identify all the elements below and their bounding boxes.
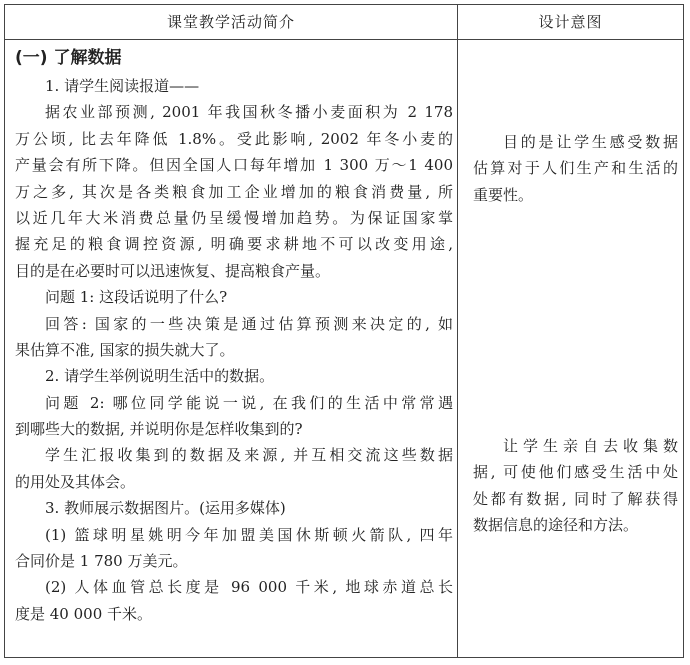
activity-line: 1. 请学生阅读报道—— (45, 77, 200, 95)
intent-block-1 (473, 129, 678, 208)
activity-line: (2) 人体血管总长度是 96 000 千米, 地球赤道总长 (45, 578, 453, 597)
activity-line: 度是 40 000 千米。 (15, 604, 153, 623)
activity-line: 握充足的粮食调控资源, 明确要求耕地不可以改变用途, (15, 235, 453, 254)
intent-block-2 (473, 433, 678, 539)
intent-line: 重要性。 (473, 185, 534, 204)
activity-line: 果估算不准, 国家的损失就大了。 (15, 340, 235, 359)
activity-line: 以近几年大米消费总量仍呈缓慢增加趋势。为保证国家掌 (15, 208, 453, 227)
table-header (5, 5, 683, 40)
intent-line: 估算对于人们生产和生活的 (473, 159, 678, 178)
header-intent: 设计意图 (538, 13, 603, 31)
activity-line: 问题 2: 哪位同学能说一说, 在我们的生活中常常遇 (45, 393, 453, 412)
activities-cell (15, 43, 453, 627)
activity-line: 到哪些大的数据, 并说明你是怎样收集到的? (15, 420, 303, 439)
activity-line: 产量会有所下降。但因全国人口每年增加 1 300 万～1 400 (15, 156, 453, 175)
activity-line: 合同价是 1 780 万美元。 (15, 552, 188, 571)
activity-line: 学生汇报收集到的数据及来源, 并互相交流这些数据 (45, 446, 453, 465)
activity-line: 目的是在必要时可以迅速恢复、提高粮食产量。 (15, 261, 331, 280)
header-activities: 课堂教学活动简介 (166, 13, 295, 31)
column-divider (457, 5, 458, 657)
intent-line: 目的是让学生感受数据 (503, 133, 678, 151)
lesson-table (4, 4, 684, 658)
activity-line: 万公顷, 比去年降低 1.8%。受此影响, 2002 年冬小麦的 (15, 129, 453, 148)
intent-line: 让学生亲自去收集数 (503, 437, 678, 455)
section-title: (一) 了解数据 (15, 48, 122, 68)
intent-line: 数据信息的途径和方法。 (473, 516, 639, 535)
activity-line: 的用处及其体会。 (15, 472, 136, 491)
activity-line: 3. 教师展示数据图片。(运用多媒体) (45, 499, 286, 518)
activity-line: 问题 1: 这段话说明了什么? (45, 288, 228, 307)
activity-line: 万之多, 其次是各类粮食加工企业增加的粮食消费量, 所 (15, 182, 453, 201)
intent-line: 处都有数据, 同时了解获得 (473, 489, 678, 508)
intent-line: 据, 可使他们感受生活中处 (473, 463, 678, 482)
activity-line: 据农业部预测, 2001 年我国秋冬播小麦面积为 2 178 (45, 103, 453, 122)
activity-line: 2. 请学生举例说明生活中的数据。 (45, 367, 275, 386)
activity-line: (1) 篮球明星姚明今年加盟美国休斯顿火箭队, 四年 (45, 525, 453, 544)
activity-line: 回答: 国家的一些决策是通过估算预测来决定的, 如 (45, 314, 453, 333)
